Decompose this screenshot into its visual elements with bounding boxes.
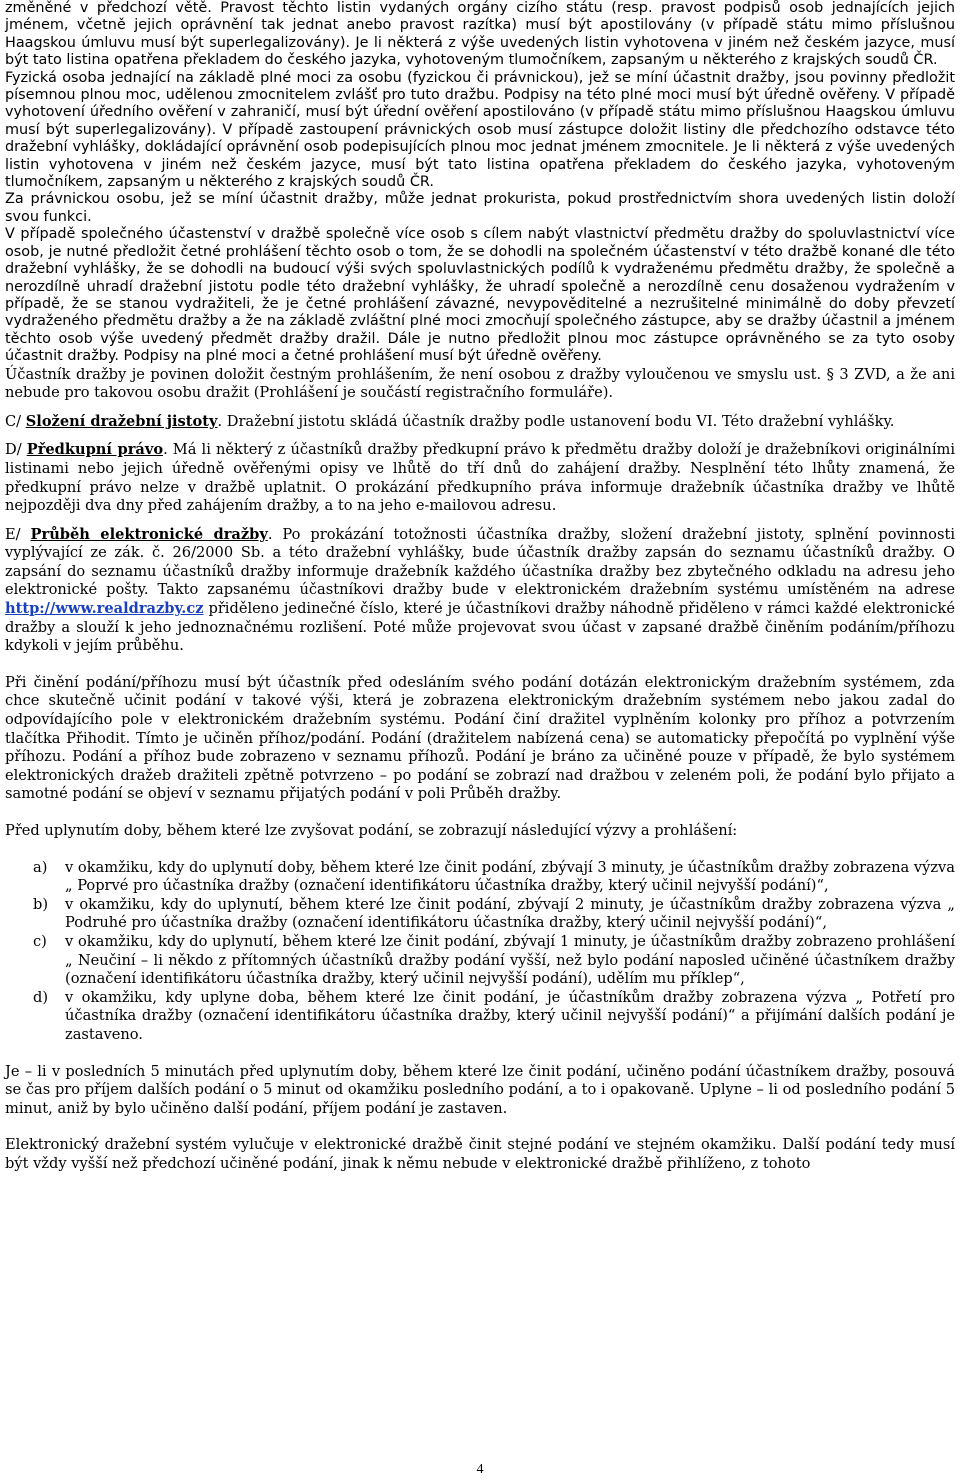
list-item [5, 933, 955, 989]
paragraph-equal-bids: Elektronický dražební systém vylučuje v elektronické dražbě činit stejné podání ve stejném okamžiku. Další podání tedy musí být vždy vyšší než předchozí učiněné podání, jinak k němu nebude v elektronické dražbě přihlíženo, z tohoto [5, 1136, 955, 1172]
section-e [5, 526, 955, 656]
section-e-text-2: přiděleno jedinečné číslo, které je účastníkovi dražby náhodně přiděleno v rámci každé elektronické dražby a slouží k jeho jednoznačnému rozlišení. Poté může projevovat svou účast v zapsané dražbě činěním podáním/příhozu kdykoli v jejím průběhu. [5, 600, 955, 655]
section-d-prefix: D/ [5, 441, 27, 459]
section-c-text: . Dražební jistotu skládá účastník dražby podle ustanovení bodu VI. Této dražební vyhlášky. [217, 412, 895, 430]
list-item [5, 896, 955, 933]
section-e-prefix: E/ [5, 525, 31, 543]
document-page [5, 0, 955, 1174]
section-d-text: . Má li některý z účastníků dražby předkupní právo k předmětu dražby doloží je dražebníkovi originálními listinami nebo jejich úředně ověřenými opisy ve lhůtě do tří dnů do zahájení dražby. Nesplnění této lhůty znamená, že předkupní právo nelze v dražbě uplatnit. O prokázání předkupního práva informuje dražebník účastníka dražby ve lhůtě nejpozději dva dny před zahájením dražby, a to na jeho e-mailovou adresu. [5, 441, 955, 515]
section-d-heading: Předkupní právo [26, 441, 164, 459]
realdrazby-link[interactable]: http://www.realdrazby.cz [5, 600, 204, 618]
list-item-text: v okamžiku, kdy do uplynutí, během které lze činit podání, zbývají 1 minuty, je účastníkům dražby zobrazeno prohlášení „ Neučiní – li někdo z přítomných účastníků dražby podání vyšší, než bylo podání naposled učiněné účastníkem dražby (označení identifikátoru účastníka dražby, který učinil nejvyšší podání), udělím mu příklep“, [65, 932, 955, 988]
list-item-label: c) [33, 932, 47, 950]
section-d [5, 441, 955, 515]
list-item [5, 859, 955, 896]
paragraph-power-of-attorney: Fyzická osoba jednající na základě plné moci za osobu (fyzickou či právnickou), jež se míní účastnit dražby, jsou povinny předložit písemnou plnou moc, udělenou zmocnitelem zvlášť pro tuto dražbu. Podpisy na této plné moci musí být úředně ověřeny. V případě vyhotovení úředního ověření v zahraničí, musí být úřední ověření apostilováno (v případě státu mimo příslušnou Haagskou úmluvu musí být superlegalizovány). V případě zastoupení právnických osob musí zástupce doložit listiny dle předchozího odstavce této dražební vyhlášky, dokládající oprávnění osob podepisujících plnou moc jednat jménem zmocnitele. Je li některá z výše uvedených listin vyhotovena v jiném než českém jazyce, musí být tato listina opatřena překladem do českého jazyka, vyhotoveným tlumočníkem, zapsaným u některého z krajských soudů ČR. [5, 69, 955, 191]
section-e-heading: Průběh elektronické dražby [30, 525, 268, 543]
paragraph-procurator: Za právnickou osobu, jež se míní účastnit dražby, může jednat prokurista, pokud prostřednictvím shora uvedených listin doloží svou funkci. [5, 191, 955, 225]
paragraph-joint-participation: V případě společného účastenství v dražbě společně více osob s cílem nabýt vlastnictví předmětu dražby do spoluvlastnictví více osob, je nutné předložit četné prohlášení těchto osob o tom, že se dohodli na společném účastenství v této dražbě konané dle této dražební vyhlášky, že se dohodli na budoucí výši svých spoluvlastnických podílů k vydraženému předmětu dražby, že společně a nerozdílně uhradí dražební jistotu podle této dražební vyhlášky, že uhradí společně a nerozdílně cenu dosaženou vydražením v případě, že se stanou vydražiteli, že je četné prohlášení závazné, nevypověditelné a nezrušitelné minimálně do doby převzetí vydraženého předmětu dražby a že na základě zvláštní plné moci zmocňují společného zástupce, aby se dražby účastnil a jménem těchto osob výše uvedený předmět dražby dražil. Dále je nutno předložit plnou moc zástupce oprávněného se za tyto osoby účastnit dražby. Podpisy na plné moci a četné prohlášení musí být úředně ověřeny. [5, 226, 955, 365]
paragraph-foreign-documents: změněné v předchozí větě. Pravost těchto listin vydaných orgány cizího státu (resp. pravost podpisů osob jednajících jejich jménem, včetně jejich oprávnění tak jednat anebo pravost razítka) musí být apostilovány (v případě státu mimo příslušnou Haagskou úmluvu musí být superlegalizovány). Je li některá z výše uvedených listin vyhotovena v jiném než českém jazyce, musí být tato listina opatřena překladem do českého jazyka, vyhotoveným tlumočníkem, zapsaným u některého z krajských soudů ČR. [5, 0, 955, 69]
list-item-label: d) [33, 988, 49, 1006]
paragraph-declaration: Účastník dražby je povinen doložit čestným prohlášením, že není osobou z dražby vyloučenou ve smyslu ust. § 3 ZVD, a že ani nebude pro takovou osobu dražit (Prohlášení je součástí registračního formuláře). [5, 365, 955, 402]
list-item-label: b) [33, 895, 49, 913]
list-item-text: v okamžiku, kdy uplyne doba, během které lze činit podání, je účastníkům dražby zobrazena výzva „ Potřetí pro účastníka dražby (označení identifikátoru účastníka dražby, který učinil nejvyšší podání)“ a přijímání dalších podání je zastaveno. [65, 988, 955, 1043]
conditions-block [5, 0, 955, 366]
list-item-label: a) [33, 858, 48, 876]
paragraph-bidding: Při činění podání/příhozu musí být účastník před odesláním svého podání dotázán elektronickým dražebním systémem, zda chce skutečně učinit podání v takové výši, která je zobrazena elektronickým dražebním systémem nebo jakou zadal do odpovídajícího pole v elektronickém dražebním systému. Podání činí dražitel vyplněním kolonky pro příhoz a potvrzením tlačítka Přihodit. Tímto je učiněn příhoz/podání. Podání (dražitelem nabízená cena) se automaticky přepočítá po vyplnění výše příhozu. Podání a příhoz bude zobrazeno v seznamu příhozů. Podání je bráno za učiněné pouze v případě, že bylo systémem elektronických dražeb dražiteli zpětně potvrzeno – po podání se zobrazí nad dražbou v zeleném poli, že podání bylo přijato a samotné podání se objeví v seznamu přijatých podání v poli Průběh dražby. [5, 673, 955, 803]
section-c-heading: Složení dražební jistoty [25, 412, 218, 430]
list-item [5, 989, 955, 1045]
list-item-text: v okamžiku, kdy do uplynutí doby, během které lze činit podání, zbývají 3 minuty, je účastníkům dražby zobrazena výzva „ Poprvé pro účastníka dražby (označení identifikátoru účastníka dražby, který učinil nejvyšší podání)“, [65, 858, 955, 895]
paragraph-list-intro: Před uplynutím doby, během které lze zvyšovat podání, se zobrazují následující výzvy a prohlášení: [5, 822, 738, 839]
list-item-text: v okamžiku, kdy do uplynutí, během které lze činit podání, zbývají 2 minuty, je účastníkům dražby zobrazena výzva „ Podruhé pro účastníka dražby (označení identifikátoru účastníka dražby, který učinil nejvyšší podání)“, [65, 895, 955, 932]
section-e-text-1: . Po prokázání totožnosti účastníka dražby, složení dražební jistoty, splnění povinnosti vyplývající ze zák. č. 26/2000 Sb. a této dražební vyhlášky, bude účastník dražby zapsán do seznamu účastníků dražby. O zapsání do seznamu účastníků dražby informuje dražebník každého účastníka dražby bez zbytečného odkladu na adresu jeho elektronické pošty. Takto zapsanému účastníkovi dražby bude v elektronickém dražebním systému umístěném na adrese [5, 525, 955, 599]
section-c-prefix: C/ [5, 412, 26, 430]
section-c [5, 413, 955, 432]
auction-calls-list [5, 859, 955, 1045]
page-number: 4 [476, 1462, 484, 1477]
paragraph-time-extension: Je – li v posledních 5 minutách před uplynutím doby, během které lze činit podání, učiněno podání účastníkem dražby, posouvá se čas pro příjem dalších podání o 5 minut od okamžiku posledního podání, a to i opakovaně. Uplyne – li od posledního podání 5 minut, aniž by bylo učiněno další podání, příjem podání je zastaven. [5, 1062, 955, 1117]
